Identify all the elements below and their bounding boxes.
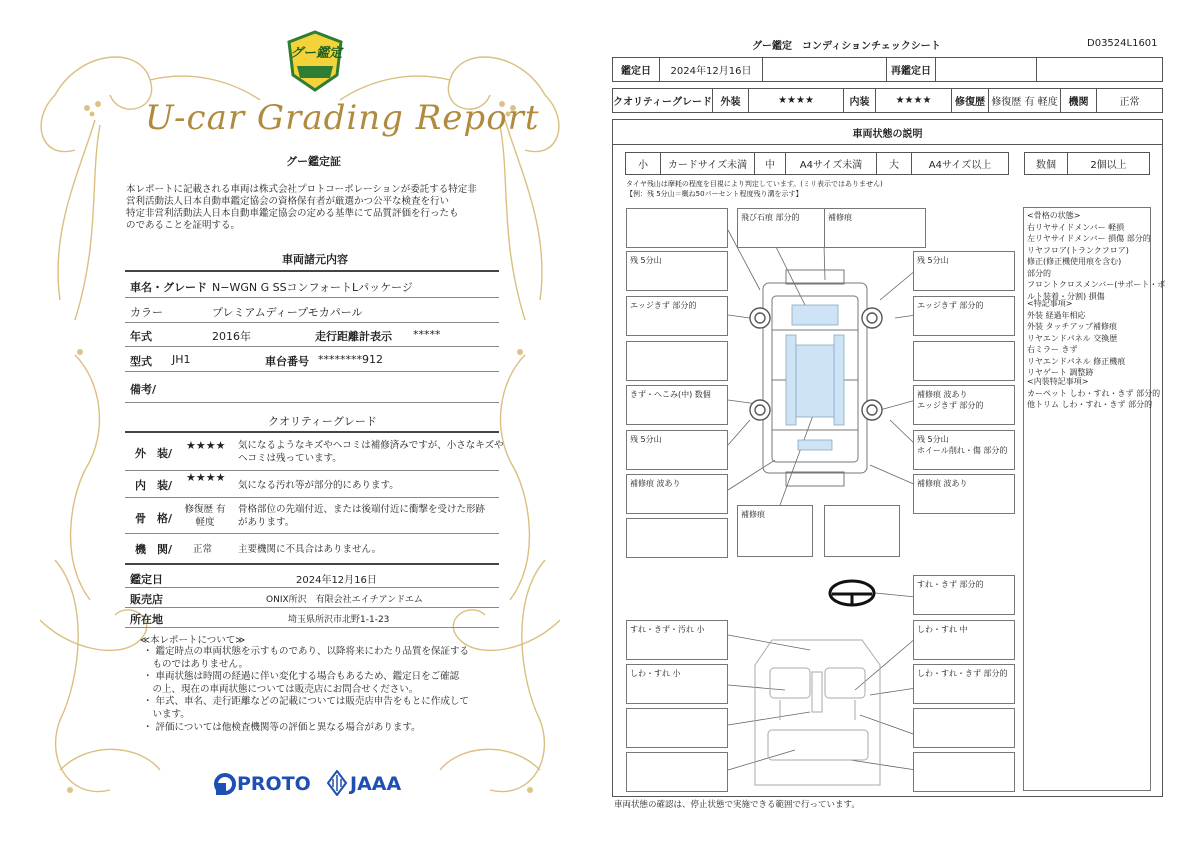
interior-note-box	[913, 664, 1015, 704]
legend-small: 小	[625, 152, 661, 175]
interior-note-box	[913, 708, 1015, 748]
legend-large: 大	[876, 152, 912, 175]
legend-mid-desc: A4サイズ未満	[785, 152, 877, 175]
interior-note-box-text: しわ・すれ 小	[630, 669, 681, 678]
exterior-note-box-text: 残 5分山	[630, 256, 662, 265]
goo-kantei-logo	[285, 30, 345, 92]
exterior-note-box	[913, 296, 1015, 336]
date-label: 鑑定日	[612, 57, 660, 82]
exterior-note-box	[626, 341, 728, 381]
engine-label: 機関	[1060, 88, 1097, 113]
interior-note-box	[913, 752, 1015, 792]
repair-value: 修復歴 有 軽度	[988, 88, 1061, 113]
exterior-note-box	[626, 208, 728, 248]
proto-brand: PROTO	[237, 773, 311, 795]
exterior-stars: ★★★★	[748, 88, 844, 113]
exterior-note-box	[913, 251, 1015, 291]
exterior-note-box-text: 補修痕 波あり	[630, 479, 681, 488]
about-list: ・ 鑑定時点の車両状態を示すものであり、以降将来にわたり品質を保証する ものではありません。 ・ 車両状態は時間の経過に伴い変化する場合もあるため、鑑定日をご確認 の上、現在の車両状態については販売店にお問合せください。 ・ 年式、車名、走行距離などの記載については販売店申告をもとに作成して います。 ・ 評価については他検査機関等の評価と異なる場合があります。	[143, 646, 470, 733]
date-label: 鑑定日	[130, 573, 163, 586]
frame-label: 骨 格/	[135, 512, 173, 525]
chassis-value: ********912	[318, 353, 383, 366]
legend-small-desc: カードサイズ未満	[660, 152, 755, 175]
exterior-note-box	[626, 385, 728, 425]
engine-label: 機 関/	[135, 543, 173, 556]
exterior-note-box-text: 補修痕 波あり	[917, 479, 968, 488]
exterior-description: 気になるようなキズやヘコミは補修済みですが、小さなキズや ヘコミは残っています。	[238, 440, 504, 464]
name-value: N−WGN G SSコンフォートLパッケージ	[212, 281, 413, 294]
interior-note-box	[626, 620, 728, 660]
exterior-stars: ★★★★	[186, 439, 226, 452]
shop-value: ONIX所沢 有限会社エイチアンドエム	[266, 595, 423, 605]
exterior-note-box-text: エッジきず 部分的	[630, 301, 697, 310]
interior-note-box	[626, 664, 728, 704]
exterior-note-box-text: きず・へこみ(中) 数個	[630, 390, 711, 399]
exterior-note-box	[913, 474, 1015, 514]
repair-label: 修復歴	[951, 88, 989, 113]
exterior-note-box	[737, 505, 813, 557]
exterior-note-box-text: エッジきず 部分的	[917, 301, 984, 310]
interior-stars: ★★★★	[186, 471, 226, 484]
address-label: 所在地	[130, 613, 163, 626]
interior-note-box	[626, 708, 728, 748]
exterior-label: 外装	[712, 88, 749, 113]
interior-note-box-text: しわ・すれ 中	[917, 625, 968, 634]
model-value: JH1	[172, 353, 191, 366]
engine-description: 主要機関に不具合はありません。	[238, 544, 382, 555]
tire-note: タイヤ残山は摩耗の程度を目視により判定しています。(ミリ表示ではありません)	[626, 180, 883, 188]
exterior-note-box-text: 残 5分山	[630, 435, 662, 444]
legend-large-desc: A4サイズ以上	[911, 152, 1009, 175]
spec-section-title: 車両諸元内容	[282, 253, 348, 266]
interior-note-box-text: すれ・きず・汚れ 小	[630, 625, 705, 634]
interior-note-box-text: しわ・すれ・きず 部分的	[917, 669, 1008, 678]
logo-text: グー鑑定	[290, 46, 343, 61]
jaaa-logo-icon	[327, 770, 347, 796]
quality-section-title: クオリティーグレード	[268, 415, 377, 428]
state-title: 車両状態の説明	[612, 119, 1163, 145]
mileage-label: 走行距離計表示	[315, 330, 392, 343]
interior-label: 内 装/	[135, 479, 173, 492]
color-label: カラー	[130, 306, 163, 319]
about-title: ≪本レポートについて≫	[140, 635, 246, 646]
legend-count-label: 数個	[1024, 152, 1068, 175]
sheet-title: グー鑑定 コンディションチェックシート	[752, 41, 941, 52]
interior-label: 内装	[843, 88, 876, 113]
shop-label: 販売店	[130, 593, 163, 606]
mileage-value: *****	[413, 328, 441, 341]
exterior-note-box	[913, 385, 1015, 425]
exterior-note-box-text: 残 5分山 ホイール削れ・傷 部分的	[917, 435, 1008, 455]
year-value: 2016年	[212, 330, 251, 343]
legend-mid: 中	[754, 152, 786, 175]
name-label: 車名・グレード	[130, 281, 207, 294]
exterior-note-box	[824, 505, 900, 557]
interior-note-box-text: すれ・きず 部分的	[917, 580, 984, 589]
bottom-note: 車両状態の確認は、停止状態で実施できる範囲で行っています。	[614, 800, 860, 810]
frame-notes: <骨格の状態> 右リヤサイドメンバー 軽損 左リヤサイドメンバー 損傷 部分的 リヤフロア(トランクフロア) 修正(修正機使用痕を含む) 部分的 フロントクロスメンバー(サポート・ボ ルト装着・分割) 損傷	[1027, 211, 1166, 301]
frame-description: 骨格部位の先端付近、または後端付近に衝撃を受けた形跡 があります。	[238, 504, 486, 528]
exterior-note-box-text: 残 5分山	[917, 256, 949, 265]
notes-label: 備考/	[130, 383, 157, 396]
certificate-text: 本レポートに記載される車両は株式会社プロトコーポレーションが委託する特定非 営利活動法人日本自動車鑑定協会の資格保有者が厳選かつ公平な検査を行い 特定非営利活動法人日本自動車鑑定協会の定める基準にて品質評価を行ったも のであることを証明する。	[126, 184, 477, 231]
exterior-note-box	[824, 208, 926, 248]
exterior-label: 外 装/	[135, 447, 173, 460]
interior-stars: ★★★★	[875, 88, 952, 113]
condition-check-sheet	[600, 0, 1200, 848]
exterior-note-box-text: 補修痕	[741, 510, 765, 519]
exterior-note-box-text: 飛び石痕 部分的	[741, 213, 800, 222]
exterior-note-box	[626, 474, 728, 514]
tire-note-example: 【例：残 5分山＝概ね50パーセント程度残り溝を示す】	[626, 190, 803, 198]
engine-value: 正常	[1096, 88, 1163, 113]
special-notes: <特記事項> 外装 経過年相応 外装 タッチアップ補修痕 リヤエンドパネル 交換歴 右ミラー きず リヤエンドパネル 修正機痕 リヤゲート 調整跡	[1027, 299, 1126, 377]
grade-label: クオリティーグレード	[612, 88, 713, 113]
frame-value: 修復歴 有 軽度	[184, 504, 226, 528]
interior-description: 気になる汚れ等が部分的にあります。	[238, 480, 399, 491]
jaaa-brand: JAAA	[350, 773, 402, 795]
interior-note-box	[626, 752, 728, 792]
exterior-note-box	[626, 251, 728, 291]
exterior-note-box-text: 補修痕	[828, 213, 852, 222]
interior-notes: <内装特記事項> カーペット しわ・すれ・きず 部分的 他トリム しわ・すれ・きず 部分的	[1027, 377, 1161, 409]
color-value: プレミアムディープモカパール	[212, 306, 363, 319]
certificate-title: グー鑑定証	[286, 155, 341, 168]
date-value: 2024年12月16日	[296, 575, 377, 586]
interior-note-box	[913, 620, 1015, 660]
exterior-note-box	[626, 430, 728, 470]
model-label: 型式	[130, 355, 152, 368]
interior-note-box	[913, 575, 1015, 615]
exterior-note-box	[913, 430, 1015, 470]
exterior-note-box-text: 補修痕 波あり エッジきず 部分的	[917, 390, 984, 410]
report-script-title: U-car Grading Report	[145, 98, 540, 138]
year-label: 年式	[130, 330, 152, 343]
chassis-label: 車台番号	[265, 355, 309, 368]
legend-count-value: 2個以上	[1067, 152, 1150, 175]
sheet-id: D03524L1601	[1087, 38, 1158, 49]
date-value: 2024年12月16日	[659, 57, 763, 82]
exterior-note-box	[913, 341, 1015, 381]
exterior-note-box	[626, 518, 728, 558]
redate-label: 再鑑定日	[886, 57, 936, 82]
exterior-note-box	[626, 296, 728, 336]
engine-value: 正常	[193, 544, 213, 555]
proto-logo-icon	[214, 772, 236, 796]
address-value: 埼玉県所沢市北野1-1-23	[288, 615, 390, 625]
